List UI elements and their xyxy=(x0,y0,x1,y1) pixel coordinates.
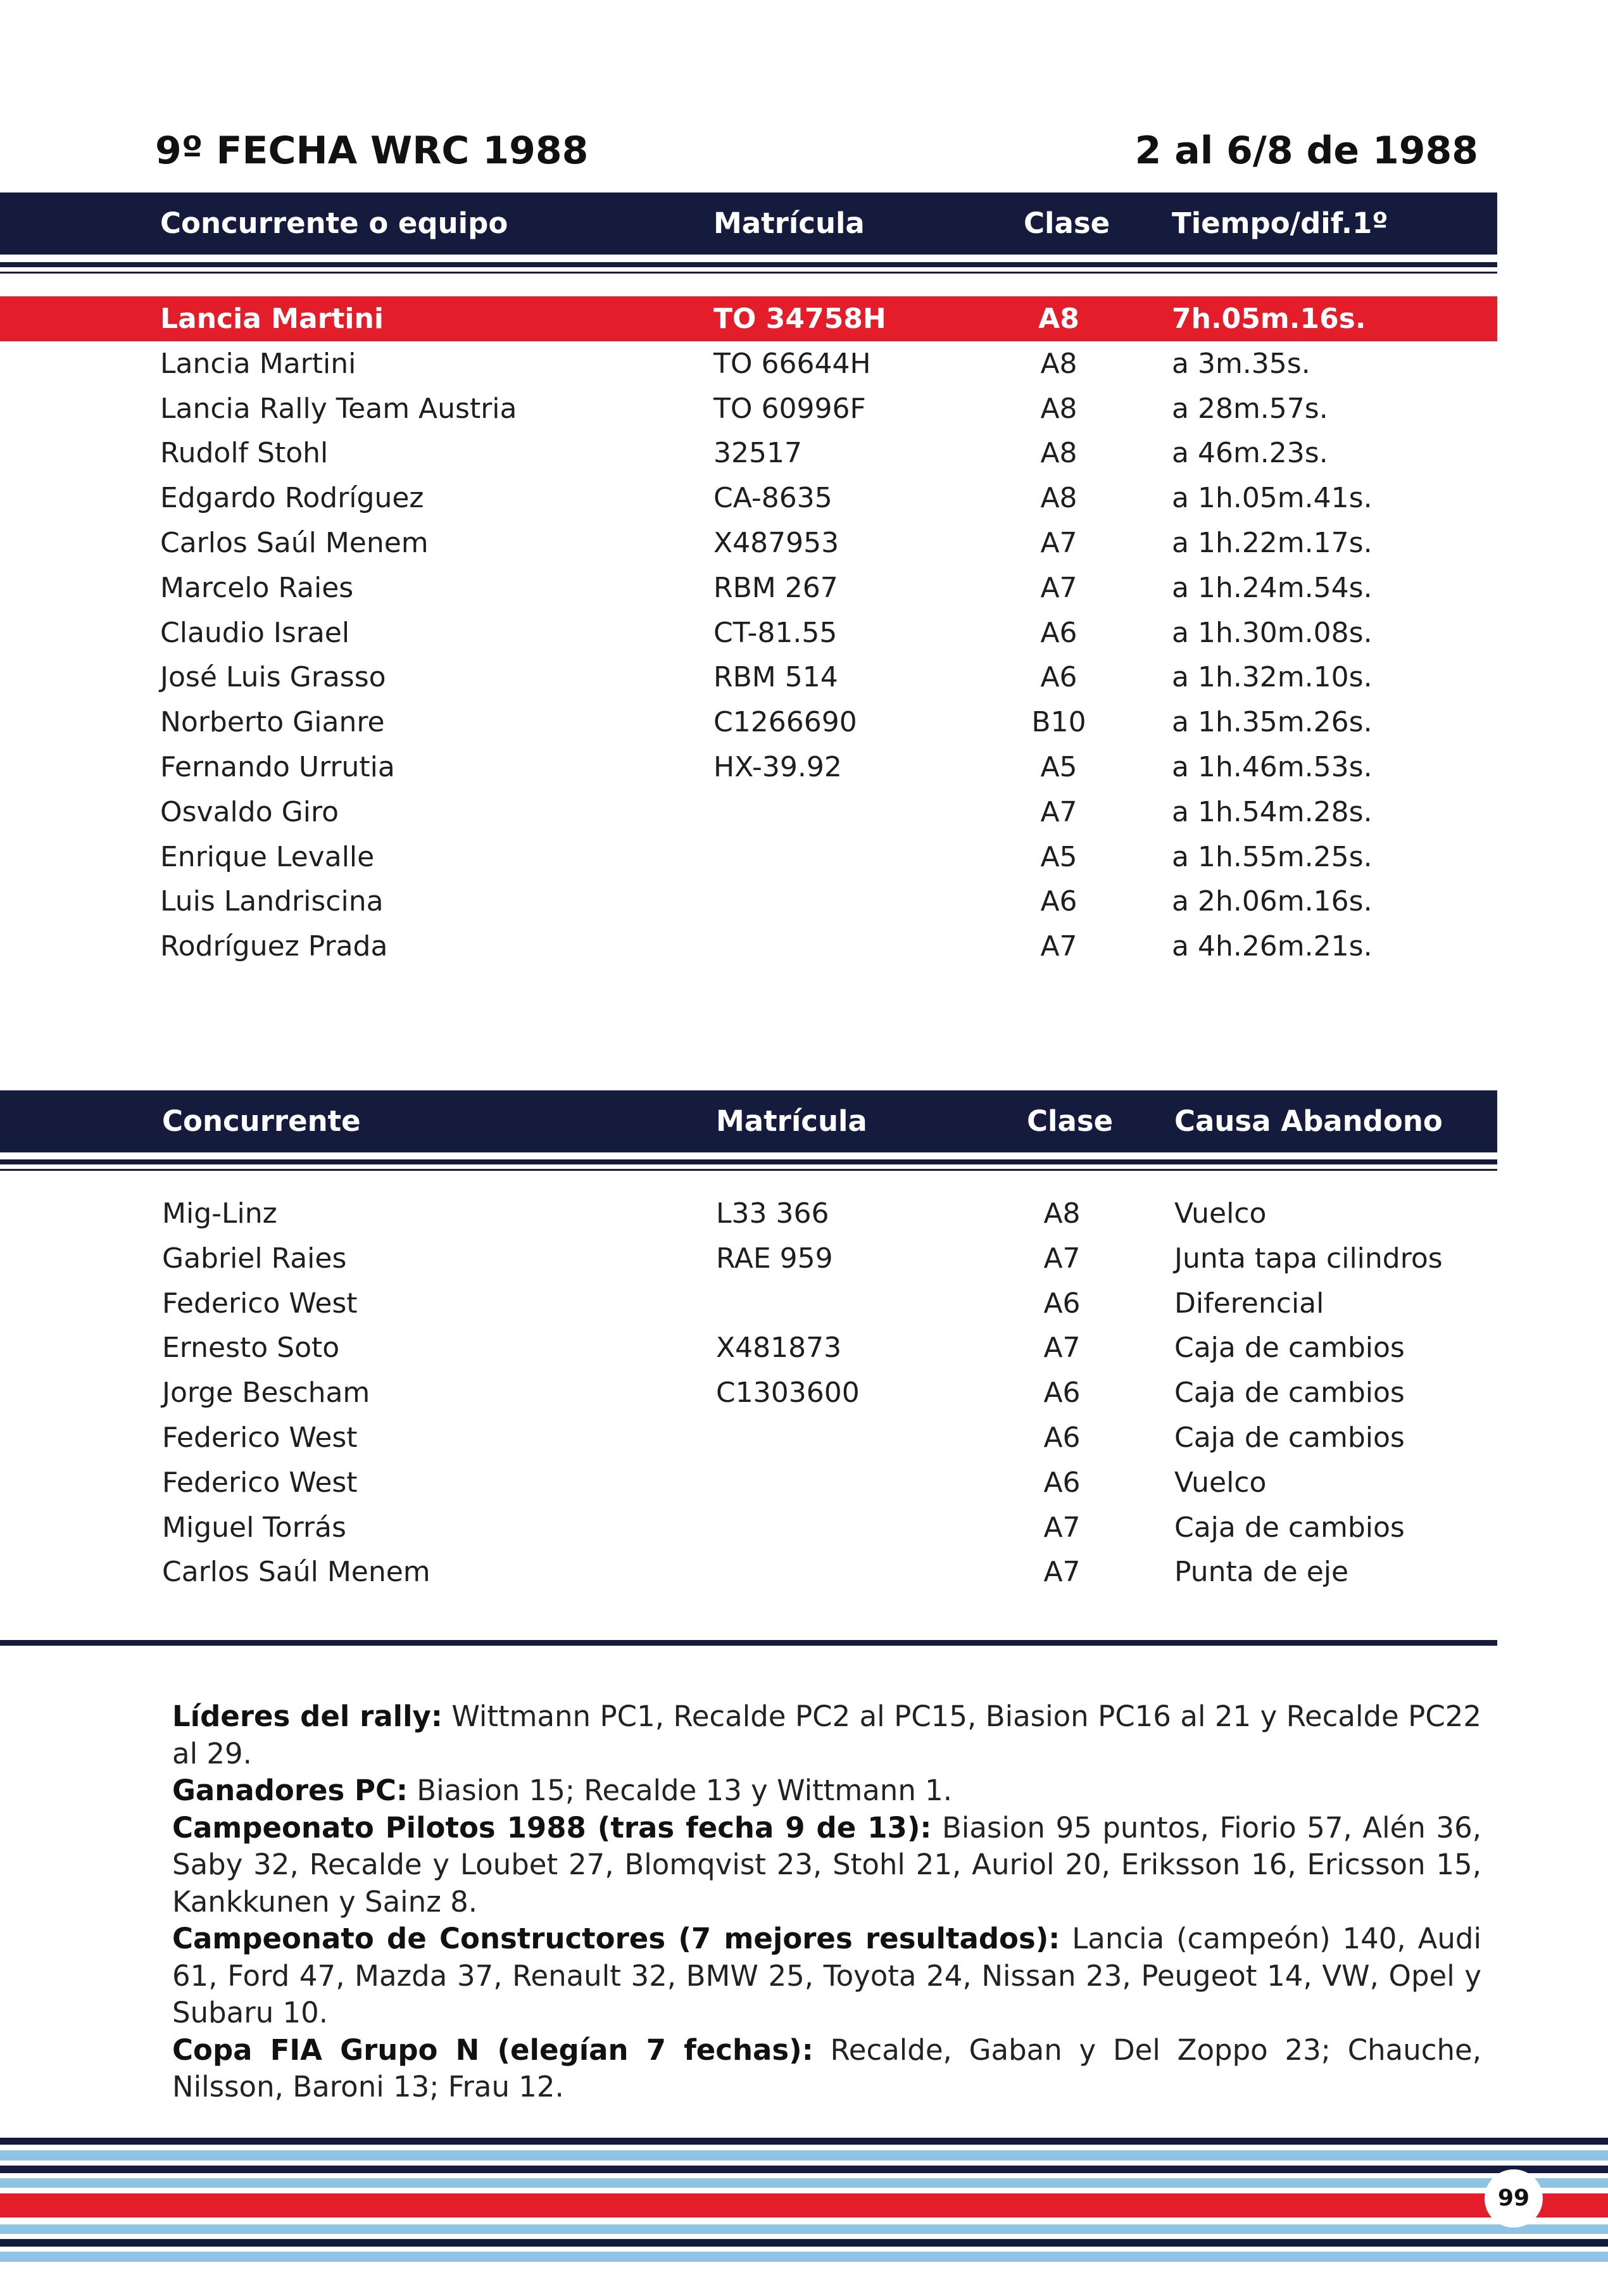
time-gap: a 1h.32m.10s. xyxy=(1172,661,1372,694)
note-label: Líderes del rally: xyxy=(172,1700,443,1733)
entrant-name: Norberto Gianre xyxy=(160,706,385,739)
time-gap: a 3m.35s. xyxy=(1172,347,1310,380)
entrant-name: Ernesto Soto xyxy=(162,1332,340,1365)
car-class: A7 xyxy=(1043,1556,1081,1589)
header-rule xyxy=(0,262,1497,267)
retirements-col-plate: Matrícula xyxy=(716,1104,867,1138)
car-class: A6 xyxy=(1040,616,1077,649)
time-gap: a 46m.23s. xyxy=(1172,437,1328,470)
car-class: A7 xyxy=(1043,1332,1081,1365)
stripe-navy xyxy=(0,2239,1608,2247)
entrant-name: Carlos Saúl Menem xyxy=(160,527,429,559)
plate-number: TO 34758H xyxy=(713,303,886,335)
results-header-bar xyxy=(0,192,1497,255)
plate-number: RBM 267 xyxy=(713,571,838,604)
retirement-cause: Caja de cambios xyxy=(1174,1422,1405,1454)
time-gap: a 1h.24m.54s. xyxy=(1172,571,1372,604)
note-text: Biasion 95 puntos, Fiorio 57, Alén 36, Saby 32, Recalde y Loubet 27, Blomqvist 23, Stohl 21, Auriol 20, Eriksson 16, Ericsson 15, Kankkunen y Sainz 8. xyxy=(172,1810,1481,1919)
time-gap: a 1h.22m.17s. xyxy=(1172,527,1372,559)
car-class: A8 xyxy=(1040,347,1077,380)
retirements-col-entrant: Concurrente xyxy=(162,1104,361,1138)
entrant-name: Lancia Martini xyxy=(160,347,356,380)
page-number: 99 xyxy=(1485,2169,1543,2228)
car-class: A5 xyxy=(1040,840,1077,873)
result-row xyxy=(0,431,1497,476)
entrant-name: Carlos Saúl Menem xyxy=(162,1556,430,1589)
car-class: B10 xyxy=(1031,706,1086,739)
section-divider xyxy=(0,1640,1497,1646)
plate-number: CT-81.55 xyxy=(713,616,838,649)
result-row xyxy=(0,610,1497,655)
retirement-cause: Caja de cambios xyxy=(1174,1377,1405,1410)
time-gap: a 4h.26m.21s. xyxy=(1172,930,1372,963)
entrant-name: Enrique Levalle xyxy=(160,840,375,873)
stripe-light-blue xyxy=(0,2224,1608,2234)
note-text: Wittmann PC1, Recalde PC2 al PC15, Biasion PC16 al 21 y Recalde PC22 al 29. xyxy=(172,1700,1482,1770)
result-row xyxy=(0,565,1497,610)
car-class: A6 xyxy=(1040,885,1077,918)
time-gap: a 1h.54m.28s. xyxy=(1172,795,1372,828)
entrant-name: Gabriel Raies xyxy=(162,1242,347,1275)
event-date: 2 al 6/8 de 1988 xyxy=(1134,129,1478,173)
car-class: A5 xyxy=(1040,751,1077,783)
plate-number: RAE 959 xyxy=(716,1242,833,1275)
car-class: A8 xyxy=(1040,482,1077,515)
entrant-name: Rodríguez Prada xyxy=(160,930,388,963)
time-gap: a 1h.35m.26s. xyxy=(1172,706,1372,739)
car-class: A6 xyxy=(1043,1466,1081,1499)
entrant-name: Jorge Bescham xyxy=(162,1377,370,1410)
car-class: A7 xyxy=(1043,1242,1081,1275)
header-rule xyxy=(0,1159,1497,1164)
time-gap: 7h.05m.16s. xyxy=(1172,303,1366,335)
time-gap: a 1h.05m.41s. xyxy=(1172,482,1372,515)
car-class: A7 xyxy=(1040,527,1077,559)
page-title: 9º FECHA WRC 1988 xyxy=(155,129,589,173)
time-gap: a 1h.46m.53s. xyxy=(1172,751,1372,783)
plate-number: RBM 514 xyxy=(713,661,838,694)
result-row xyxy=(0,924,1497,969)
result-row xyxy=(0,476,1497,520)
car-class: A6 xyxy=(1043,1377,1081,1410)
entrant-name: Fernando Urrutia xyxy=(160,751,395,783)
plate-number: X481873 xyxy=(716,1332,842,1365)
retirement-row xyxy=(0,1549,1497,1594)
entrant-name: José Luis Grasso xyxy=(160,661,386,694)
header-rule-thin xyxy=(0,1169,1497,1171)
retirement-row xyxy=(0,1505,1497,1550)
retirement-cause: Vuelco xyxy=(1174,1466,1267,1499)
plate-number: L33 366 xyxy=(716,1197,829,1230)
retirement-row xyxy=(0,1236,1497,1281)
stripe-light-blue xyxy=(0,2252,1608,2262)
car-class: A8 xyxy=(1043,1197,1081,1230)
entrant-name: Rudolf Stohl xyxy=(160,437,329,470)
result-row xyxy=(0,835,1497,880)
note-paragraph xyxy=(172,1921,1481,2032)
result-row xyxy=(0,745,1497,790)
stripe-navy xyxy=(0,2166,1608,2173)
entrant-name: Mig-Linz xyxy=(162,1197,277,1230)
retirement-cause: Caja de cambios xyxy=(1174,1511,1405,1544)
retirements-header-bar xyxy=(0,1090,1497,1152)
result-row xyxy=(0,341,1497,386)
time-gap: a 1h.30m.08s. xyxy=(1172,616,1372,649)
plate-number: HX-39.92 xyxy=(713,751,842,783)
car-class: A6 xyxy=(1043,1422,1081,1454)
note-text: Recalde, Gaban y Del Zoppo 23; Chauche, Nilsson, Baroni 13; Frau 12. xyxy=(172,2033,1481,2104)
stripe-red xyxy=(0,2193,1608,2217)
plate-number: 32517 xyxy=(713,437,802,470)
results-col-entrant: Concurrente o equipo xyxy=(160,206,508,240)
note-text: Biasion 15; Recalde 13 y Wittmann 1. xyxy=(408,1774,953,1807)
winner-row xyxy=(0,296,1497,341)
note-paragraph xyxy=(172,1810,1481,1921)
plate-number: TO 66644H xyxy=(713,347,871,380)
note-paragraph xyxy=(172,1698,1481,1772)
retirements-col-class: Clase xyxy=(1027,1104,1114,1138)
plate-number: C1303600 xyxy=(716,1377,860,1410)
entrant-name: Lancia Rally Team Austria xyxy=(160,392,517,425)
stripe-light-blue xyxy=(0,2150,1608,2160)
note-label: Ganadores PC: xyxy=(172,1774,408,1807)
retirement-row xyxy=(0,1370,1497,1415)
entrant-name: Federico West xyxy=(162,1287,358,1320)
stripe-navy xyxy=(0,2138,1608,2145)
entrant-name: Claudio Israel xyxy=(160,616,350,649)
stripe-light-blue xyxy=(0,2178,1608,2188)
plate-number: CA-8635 xyxy=(713,482,832,515)
car-class: A7 xyxy=(1043,1511,1081,1544)
results-col-plate: Matrícula xyxy=(713,206,865,240)
result-row xyxy=(0,386,1497,431)
entrant-name: Federico West xyxy=(162,1422,358,1454)
entrant-name: Lancia Martini xyxy=(160,303,384,335)
retirement-cause: Caja de cambios xyxy=(1174,1332,1405,1365)
time-gap: a 1h.55m.25s. xyxy=(1172,840,1372,873)
results-col-class: Clase xyxy=(1024,206,1110,240)
car-class: A7 xyxy=(1040,930,1077,963)
car-class: A8 xyxy=(1040,437,1077,470)
time-gap: a 2h.06m.16s. xyxy=(1172,885,1372,918)
result-row xyxy=(0,520,1497,565)
retirement-row xyxy=(0,1281,1497,1326)
rally-notes xyxy=(172,1698,1481,2106)
car-class: A6 xyxy=(1043,1287,1081,1320)
note-paragraph xyxy=(172,1772,1481,1810)
plate-number: X487953 xyxy=(713,527,839,559)
entrant-name: Miguel Torrás xyxy=(162,1511,346,1544)
note-label: Copa FIA Grupo N (elegían 7 fechas): xyxy=(172,2033,813,2067)
entrant-name: Osvaldo Giro xyxy=(160,795,339,828)
note-label: Campeonato de Constructores (7 mejores resultados): xyxy=(172,1922,1060,1955)
result-row xyxy=(0,790,1497,835)
entrant-name: Luis Landriscina xyxy=(160,885,384,918)
retirement-row xyxy=(0,1415,1497,1460)
plate-number: TO 60996F xyxy=(713,392,866,425)
header-rule-thin xyxy=(0,272,1497,274)
note-text: Lancia (campeón) 140, Audi 61, Ford 47, Mazda 37, Renault 32, BMW 25, Toyota 24, Nissan 23, Peugeot 14, VW, Opel y Subaru 10. xyxy=(172,1922,1482,2029)
retirement-row xyxy=(0,1325,1497,1370)
car-class: A6 xyxy=(1040,661,1077,694)
result-row xyxy=(0,655,1497,700)
entrant-name: Marcelo Raies xyxy=(160,571,354,604)
car-class: A8 xyxy=(1040,392,1077,425)
entrant-name: Edgardo Rodríguez xyxy=(160,482,424,515)
retirement-cause: Punta de eje xyxy=(1174,1556,1349,1589)
retirement-cause: Vuelco xyxy=(1174,1197,1267,1230)
retirement-row xyxy=(0,1460,1497,1505)
note-paragraph xyxy=(172,2032,1481,2106)
retirements-col-cause: Causa Abandono xyxy=(1174,1104,1443,1138)
plate-number: C1266690 xyxy=(713,706,857,739)
car-class: A8 xyxy=(1038,303,1079,335)
retirement-cause: Diferencial xyxy=(1174,1287,1324,1320)
result-row xyxy=(0,879,1497,924)
time-gap: a 28m.57s. xyxy=(1172,392,1328,425)
car-class: A7 xyxy=(1040,795,1077,828)
result-row xyxy=(0,700,1497,745)
entrant-name: Federico West xyxy=(162,1466,358,1499)
car-class: A7 xyxy=(1040,571,1077,604)
retirement-row xyxy=(0,1191,1497,1236)
results-col-time: Tiempo/dif.1º xyxy=(1172,206,1388,240)
note-label: Campeonato Pilotos 1988 (tras fecha 9 de 13): xyxy=(172,1810,932,1845)
retirement-cause: Junta tapa cilindros xyxy=(1174,1242,1443,1275)
